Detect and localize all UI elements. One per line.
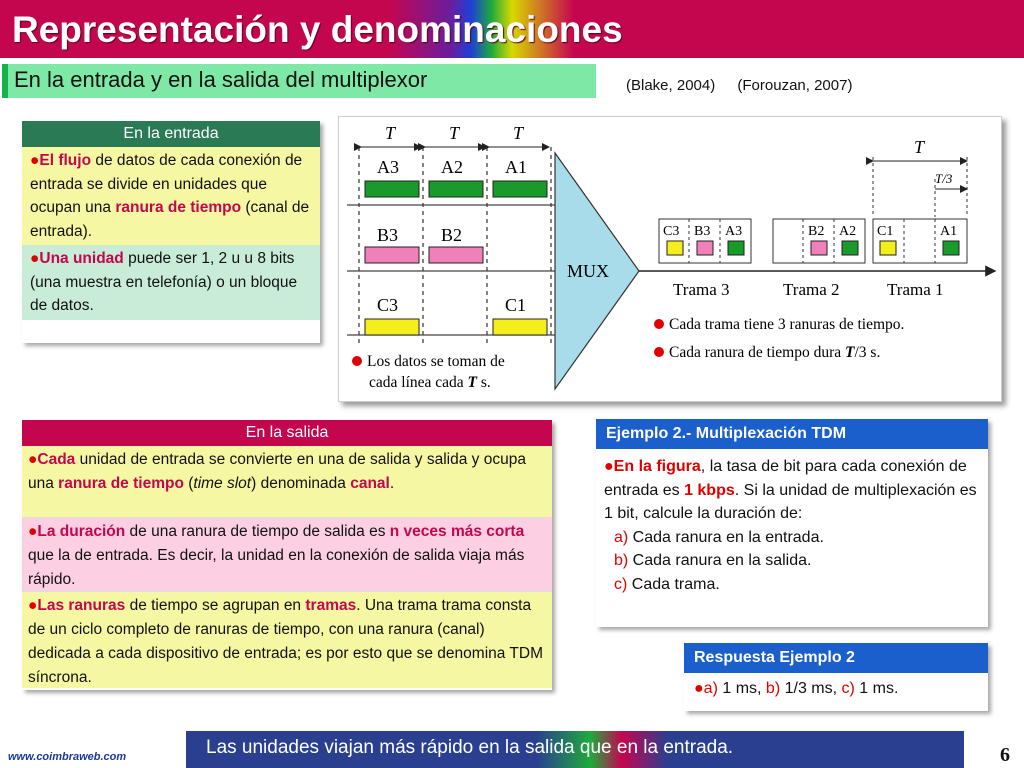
salida-header: En la salida [22,420,552,446]
frame-3-slot-b3: B3 [694,224,711,239]
bullet-icon: ● [694,680,704,697]
frame-2-slot-a2: A2 [839,224,857,239]
respuesta-panel [684,643,988,711]
unit-label-c1: C1 [505,295,527,315]
entrada-header: En la entrada [22,121,320,147]
unit-label-a3: A3 [377,157,399,177]
trama-3-label: Trama 3 [673,280,730,299]
bullet-icon: ● [30,250,40,267]
unit-label-b3: B3 [377,225,399,245]
t3-label: T/3 [935,171,953,186]
frame-3-slot-a3: A3 [725,224,743,239]
unit-label-c3: C3 [377,295,399,315]
footer-summary: Las unidades viajan más rápido en la salida que en la entrada. [206,737,734,758]
unit-label-a2: A2 [441,157,463,177]
title-bar [0,0,1024,58]
unit-label-b2: B2 [441,225,463,245]
bullet-icon: ● [28,451,38,468]
footer-bar [186,731,964,768]
salida-panel [22,420,552,690]
ejemplo-option-c: c) Cada trama. [614,575,720,593]
entrada-paragraph-2: ●Una unidad puede ser 1, 2 u u 8 bits (una muestra en telefonía) o un bloque de datos. [22,245,320,320]
unit-block-b3 [365,247,419,263]
note-slot-duration: Cada ranura de tiempo dura T/3 s. [669,344,881,361]
bullet-icon [654,319,664,329]
trama-2-label: Trama 2 [783,280,840,299]
frame-1-slot-c1: C1 [877,224,894,239]
bullet-icon: ● [28,597,38,614]
bullet-icon: ● [30,152,40,169]
page-title: Representación y denominaciones [12,9,623,50]
frame-1-slot-a1: A1 [940,224,958,239]
t-label: T [449,123,460,143]
ejemplo-statement: ●En la figura, la tasa de bit para cada conexión de entrada es 1 kbps. Si la unidad de multiplexación es 1 bit, calcule la duración de: [604,458,977,522]
bullet-icon: ● [28,523,38,540]
frame-2-slot-b2: B2 [808,224,825,239]
unit-block-b2 [429,247,483,263]
trama-1-label: Trama 1 [887,280,944,299]
ref-forouzan: (Forouzan, 2007) [737,77,853,94]
page-number: 6 [1000,744,1010,766]
ref-blake: (Blake, 2004) [626,77,716,94]
bullet-icon [352,356,362,366]
references [626,77,870,94]
ejemplo-option-a: a) Cada ranura en la entrada. [614,528,824,546]
unit-block-c3 [365,319,419,335]
bullet-icon [654,347,664,357]
respuesta-header: Respuesta Ejemplo 2 [684,643,988,673]
unit-block-a2 [429,181,483,197]
t-label-frame: T [914,137,925,157]
salida-paragraph-2: ●La duración de una ranura de tiempo de salida es n veces más corta que la de entrada. Es decir, la unidad en la conexión de salida viaja más rápido. [22,518,552,592]
respuesta-body: ●a) 1 ms, b) 1/3 ms, c) 1 ms. [694,680,899,697]
ejemplo-header: Ejemplo 2.- Multiplexación TDM [596,419,988,449]
frame-3-slot-c3: C3 [663,224,680,239]
t-label: T [513,123,524,143]
unit-block-a3 [365,181,419,197]
note-sampling-1: Los datos se toman de [367,353,505,370]
ejemplo-panel [596,419,988,627]
tdm-diagram-svg [339,117,1003,403]
note-frame-slots: Cada trama tiene 3 ranuras de tiempo. [669,316,905,333]
mux-label: MUX [567,261,610,281]
note-sampling-2: cada línea cada T s. [369,374,491,391]
bullet-icon: ● [604,458,614,475]
footer-url[interactable]: www.coimbraweb.com [8,751,127,763]
salida-paragraph-3: ●Las ranuras de tiempo se agrupan en tramas. Una trama trama consta de un ciclo completo de ranuras de tiempo, con una ranura (canal) dedicada a cada dispositivo de entrada; es por esto que se denomina TDM síncrona. [22,592,552,688]
ejemplo-body [596,449,988,602]
subtitle: En la entrada y en la salida del multiplexor [2,64,596,98]
entrada-panel [22,121,320,343]
unit-block-c1 [493,319,547,335]
unit-label-a1: A1 [505,157,527,177]
unit-block-a1 [493,181,547,197]
salida-paragraph-1: ●Cada unidad de entrada se convierte en una de salida y salida y ocupa una ranura de tiempo (time slot) denominada canal. [22,446,552,518]
t-label: T [385,123,396,143]
entrada-paragraph-1: ●El flujo de datos de cada conexión de entrada se divide en unidades que ocupan una ranura de tiempo (canal de entrada). [22,147,320,245]
ejemplo-option-b: b) Cada ranura en la salida. [614,552,812,569]
tdm-diagram [338,116,1002,402]
